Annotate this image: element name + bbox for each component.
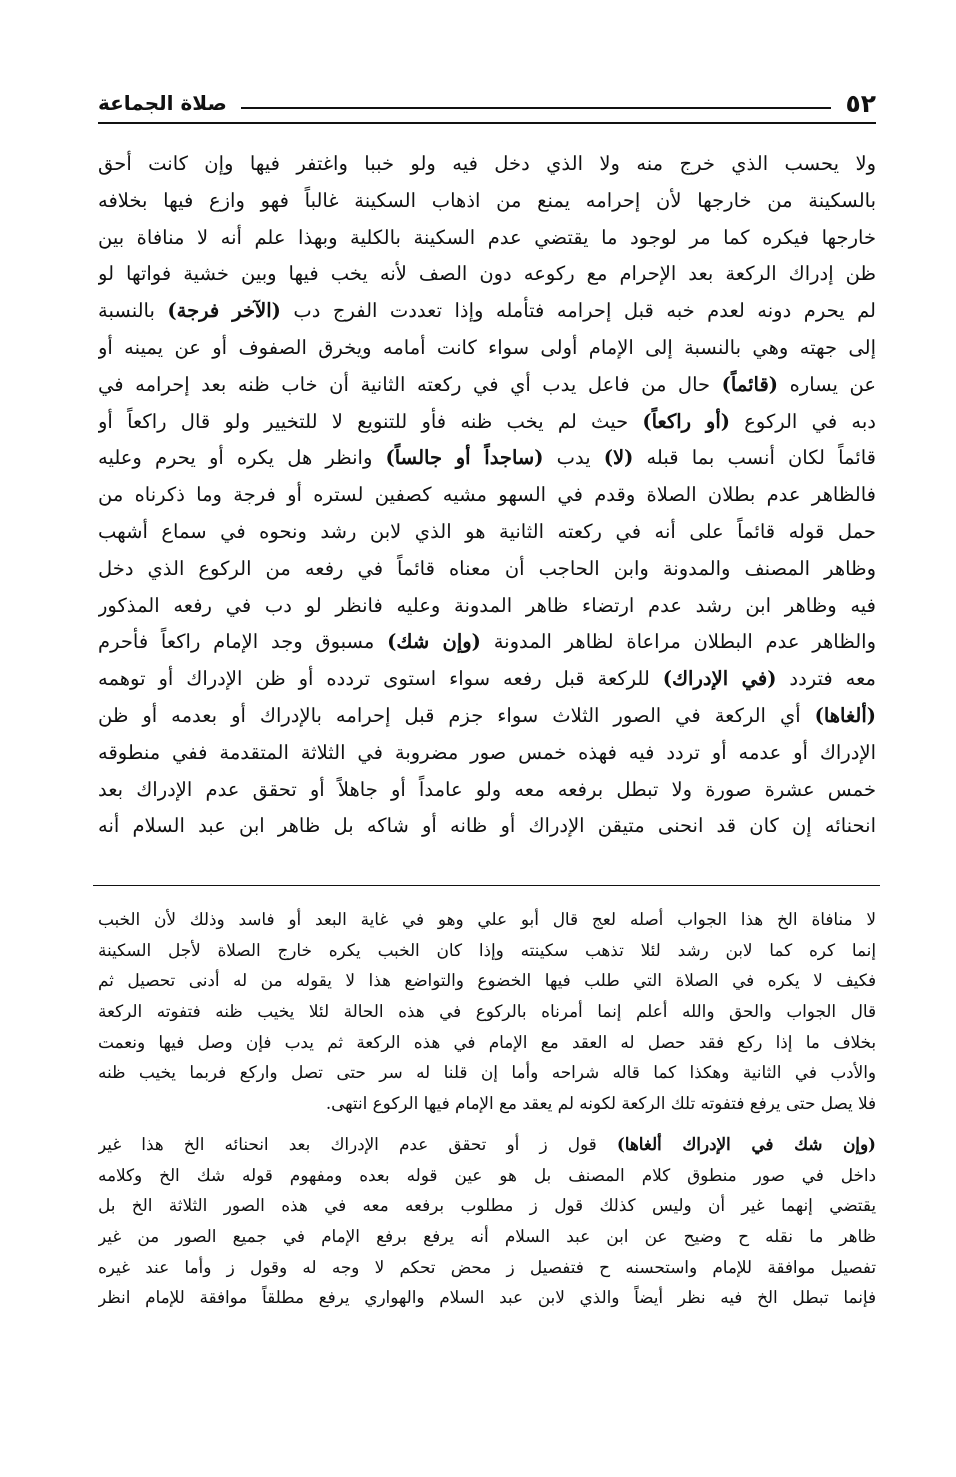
- main-text-line: حمل قوله قائماً على أنه في ركعته الثانية هو الذي لابن رشد ونحوه في سماع أشهب: [98, 519, 876, 543]
- note-line: إنما كره كما لابن رشد لئلا تذهب سكينته وإذا كان الخبب يكره خارج الصلاة لأجل السكينة: [98, 939, 876, 960]
- main-text-line: فيه وظاهر ابن رشد عدم ارتضاء ظاهر المدونة وعليه فانظر لو دب في رفعه المذكور: [98, 593, 876, 617]
- main-text-line: والظاهر عدم البطلان مراعاة لظاهر المدونة (وإن شك) مسبوق وجد الإمام راكعاً فأحرم: [98, 630, 876, 654]
- main-text-line: فالظاهر عدم بطلان الصلاة وقدم في السهو مشيه كصفين لستره أو فرجة وما ذكرناه من: [98, 483, 876, 507]
- main-text-line: ظن إدراك الركعة بعد الإحرام مع ركوعه دون الصف لأنه يخب فيها وبين خشية فواتها لو: [98, 262, 876, 286]
- main-text-line: دبه في الركوع (أو راكعاً) حيث لم يخب ظنه فأو للتنويع لا للتخيير ولو قال راكعاً أو: [98, 409, 876, 433]
- note-line: فلا يصل حتى يرفع فتفوته تلك الركعة لكونه لم يعقد مع الإمام فيها الركوع انتهى.: [325, 1093, 876, 1114]
- note-line: بخلاف ما إذا ركع فقد حصل له العقد مع الإمام في هذه الركعة ثم يدب فإن وصل فيها ونعمت: [98, 1031, 876, 1052]
- main-text-line: ولا يحسب الذي خرج منه ولا الذي دخل فيه ولو خببا واغتفر فيها وإن كانت أحق: [98, 152, 876, 175]
- main-text-line: لم يحرم دونه لعدم خبه قبل إحرامه فتأمله وإذا تعددت الفرج دب (الآخر فرجة) بالنسبة: [98, 299, 876, 323]
- note-line: لا منافاة الخ هذا الجواب أصله لعج قال أبو علي وهو في غاية البعد أو فاسد وذلك لأن الخبب: [98, 909, 876, 929]
- main-text-line: بالسكينة من خارجها لأن إحرامه يمنع من اذهاب السكينة غالباً فهو وازع فيها بخلافه: [98, 188, 876, 212]
- main-text-line: قائماً لكان أنسب بما قبله (لا) يدب (ساجداً أو جالساً) وانظر هل يكره أو يحرم وعليه: [98, 446, 876, 470]
- note-line: قال الجواب والحق والله أعلم إنما أمرناه بالركوع في هذه الحالة لئلا يخيب ظنه فتفوته الركعة: [98, 1001, 876, 1022]
- main-text-line: (ألغاها) أي الركعة في الصور الثلاث سواء جزم قبل إحرامه بالإدراك أو بعدمه أو ظن: [98, 703, 876, 727]
- header-dash-line: [241, 107, 832, 109]
- main-text-line: الإدراك أو عدمه أو تردد فيه فهذه خمس صور مضروبة في الثلاثة المتقدمة ففي منطوقه: [98, 740, 876, 764]
- note-paragraph-1: [98, 904, 876, 1119]
- page-number: ٥٢: [845, 88, 876, 118]
- main-text-line: انحنائه إن كان قد انحنى متيقن الإدراك أو ظانه أو شاكه بل ظاهر ابن عبد السلام أنه: [98, 814, 876, 838]
- main-text: [98, 146, 876, 845]
- commentary-notes: [98, 904, 876, 1313]
- main-text-line: عن يساره (قائماً) حال من فاعل يدب أي في ركعته الثانية أن خاب ظنه بعد إحرامه في: [98, 372, 876, 396]
- note-line: (وإن شك في الإدراك ألغاها) قول ز أو تحقق عدم الإدراك بعد انحنائه الخ هذا غير: [98, 1133, 876, 1154]
- header-rule: [98, 122, 876, 124]
- running-header: [98, 86, 876, 120]
- main-text-line: إلى جهته وهي بالنسبة إلى الإمام أولى سواء كانت أمامه ويخرق الصفوف أو عن يمينه أو: [98, 335, 876, 359]
- note-line: فكيف لا يكره في الصلاة التي طلب فيها الخضوع والتواضع هذا لا يقوله من له أدنى تحصيل ثم: [98, 970, 876, 991]
- note-line: فإنما تبطل الخ فيه نظر أيضاً والذي لابن عبد السلام والهواري يرفع مطلقاً موافقة للإمام انظر: [98, 1287, 876, 1308]
- footnote-separator: [93, 885, 880, 886]
- main-text-line: خمس عشرة صورة ولا تبطل برفعه معه ولو عامداً أو جاهلاً أو تحقق عدم الإدراك بعد: [98, 777, 876, 801]
- main-text-line: خارجها فيكره كما مر لوجود ما يقتضي عدم السكينة بالكلية وبهذا علم أنه لا منافاة بين: [98, 225, 876, 249]
- main-text-line: وظاهر المصنف والمدونة وابن الحاجب أن معناه قائماً في رفعه من الركوع الذي دخل: [98, 556, 876, 580]
- note-line: ظاهر ما نقله ح وضيح عن ابن عبد السلام أنه يرفع برفع الإمام في جميع الصور من غير: [98, 1225, 876, 1246]
- note-paragraph-2: [98, 1129, 876, 1313]
- note-line: والأدب في الثانية وهكذا كما قاله شراحه وأما إن قلنا له سر حتى تصل واركع فربما يخيب ظنه: [98, 1062, 876, 1083]
- note-line: داخل في صور منطوق كلام المصنف بل هو عين قوله بعده ومفهوم قوله شك الخ وكلامه: [98, 1164, 876, 1185]
- note-line: يقتضي إنهما غير أن وليس كذلك قول ز مطلوب برفعه معه في هذه الصور الثلاثة الخ بل: [98, 1195, 876, 1216]
- main-text-line: معه فتردد (في الإدراك) للركعة قبل رفعه سواء استوى تردده أو ظن الإدراك أو توهمه: [98, 667, 876, 691]
- note-line: تفصيل موافقة للإمام واستحسنه ح فتفصيل ز محض تحكم لا وجه له وقول ز وأما عند غيره: [98, 1256, 876, 1277]
- running-title: صلاة الجماعة: [98, 91, 227, 115]
